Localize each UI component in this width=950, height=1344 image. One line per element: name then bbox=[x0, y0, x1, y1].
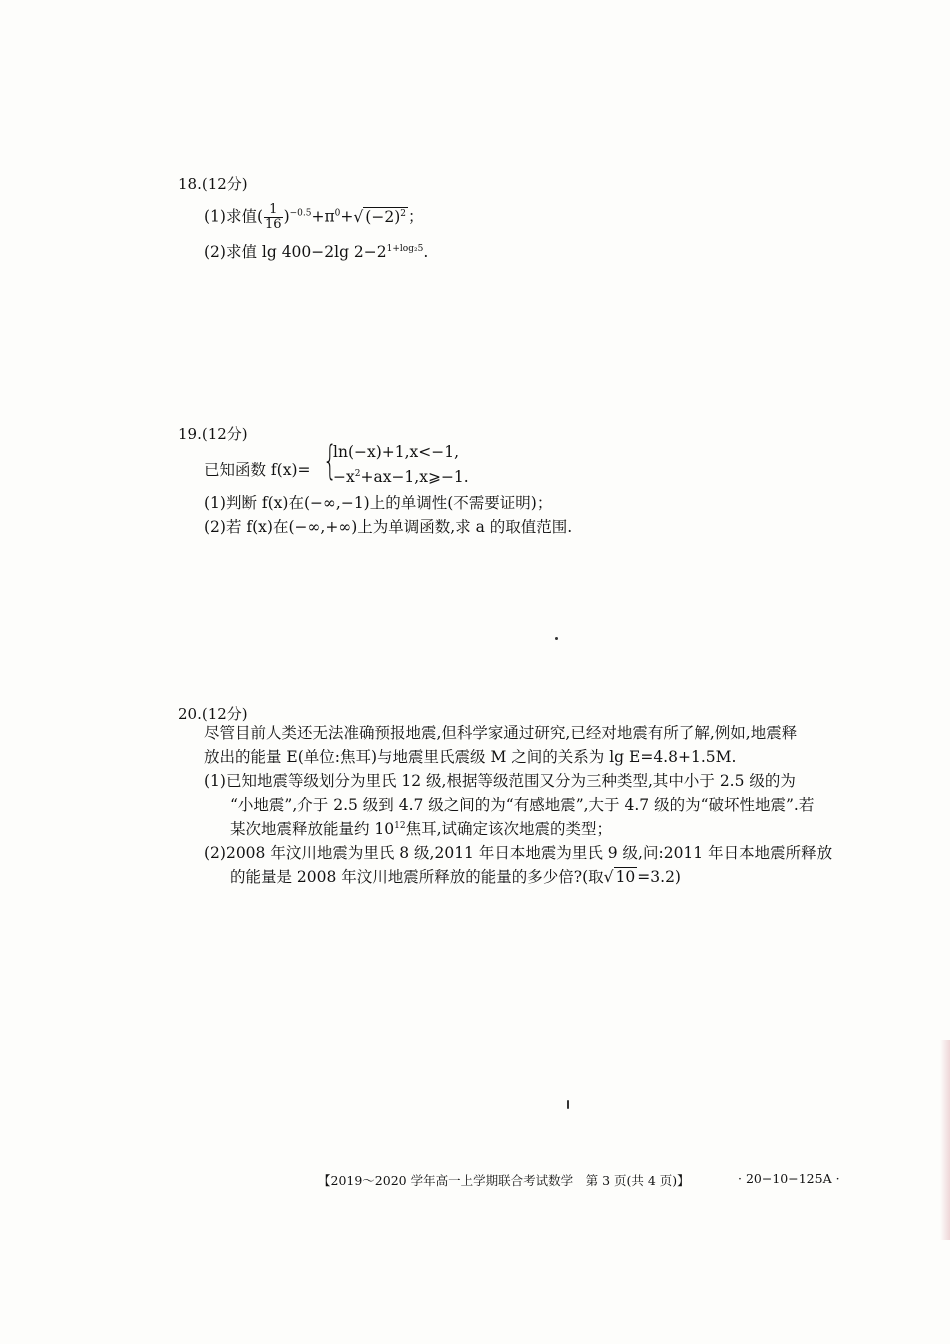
scan-speck bbox=[567, 1100, 569, 1109]
q20-intro-line1: 尽管目前人类还无法准确预报地震,但科学家通过研究,已经对地震有所了解,例如,地震释 bbox=[204, 724, 798, 742]
q19-func-prefix: 已知函数 f(x)= bbox=[204, 461, 311, 479]
q18-radicand-text: (−2) bbox=[365, 207, 401, 226]
q18-plus: + bbox=[340, 207, 354, 226]
q18-radicand bbox=[363, 207, 408, 226]
footer-right: · 20−10−125A · bbox=[738, 1171, 840, 1186]
q20-part1-exp: 12 bbox=[394, 820, 406, 831]
q20-radicand: 10 bbox=[615, 868, 636, 886]
q19-header: 19.(12分) bbox=[178, 425, 248, 443]
q18-part2-exp: 1+log₂5 bbox=[386, 243, 424, 254]
q19-case2-b: +ax−1,x⩾−1. bbox=[360, 468, 469, 486]
q18-fraction bbox=[264, 203, 283, 232]
q19-part2: (2)若 f(x)在(−∞,+∞)上为单调函数,求 a 的取值范围. bbox=[204, 518, 573, 536]
q20-intro-line2: 放出的能量 E(单位:焦耳)与地震里氏震级 M 之间的关系为 lg E=4.8+1.5M. bbox=[204, 748, 737, 766]
q19-case2-a: −x bbox=[333, 468, 355, 486]
scan-speck bbox=[555, 637, 558, 640]
q20-part1-line1: (1)已知地震等级划分为里氏 12 级,根据等级范围又分为三种类型,其中小于 2.5 级的为 bbox=[204, 772, 796, 790]
q20-part1-line3-b: 焦耳,试确定该次地震的类型； bbox=[405, 820, 613, 838]
q18-part1-prefix: (1)求值( bbox=[204, 207, 264, 226]
q18-part2-end: . bbox=[423, 243, 429, 261]
q19-part1: (1)判断 f(x)在(−∞,−1)上的单调性(不需要证明)； bbox=[204, 494, 553, 512]
q18-exp2: 0 bbox=[334, 208, 341, 219]
q18-header: 18.(12分) bbox=[178, 175, 248, 193]
q19-brace-icon: { bbox=[323, 438, 337, 484]
q20-part2-line1: (2)2008 年汶川地震为里氏 8 级,2011 年日本地震为里氏 9 级,问:2011 年日本地震所释放 bbox=[204, 844, 833, 862]
q18-part1: (1)求值( $\frac{1}{16}$ )$^{-0.5}+\pi^0+√$ $(-2)^2$ ； bbox=[204, 202, 424, 232]
q18-part1-end: ； bbox=[407, 207, 424, 226]
q20-part1-line2: “小地震”,介于 2.5 级到 4.7 级之间的为“有感地震”,大于 4.7 级的为“破坏性地震”.若 bbox=[230, 796, 815, 814]
q18-part2-text: (2)求值 lg 400−2lg 2−2 bbox=[204, 243, 387, 261]
q20-header: 20.(12分) bbox=[178, 705, 248, 723]
q18-frac-den: 16 bbox=[265, 217, 282, 232]
scan-edge-shadow bbox=[940, 1040, 950, 1240]
q20-sqrt: √ 10 bbox=[603, 868, 636, 886]
q19-case1: ln(−x)+1,x<−1, bbox=[333, 443, 460, 461]
q20-part1-line3-a: 某次地震释放能量约 10 bbox=[230, 820, 395, 838]
q18-exp1: −0.5 bbox=[289, 208, 312, 219]
q20-part1-line3 bbox=[230, 817, 612, 839]
footer-left: 【2019～2020 学年高一上学期联合考试数学 第 3 页(共 4 页)】 bbox=[318, 1173, 690, 1188]
q18-part2 bbox=[204, 240, 428, 262]
q18-sqrt: √ $(-2)^2$ bbox=[353, 207, 406, 226]
q20-part2-line2 bbox=[230, 865, 681, 887]
q18-rad-exp: 2 bbox=[400, 208, 406, 219]
q19-case2-exp: 2 bbox=[354, 468, 361, 479]
q18-pi: +π bbox=[311, 207, 335, 226]
q20-part2-line2-b: =3.2) bbox=[637, 868, 681, 886]
q20-part2-line2-a: 的能量是 2008 年汶川地震所释放的能量的多少倍?(取 bbox=[230, 868, 604, 886]
q18-frac-num: 1 bbox=[264, 203, 283, 218]
q19-case2 bbox=[333, 468, 469, 486]
